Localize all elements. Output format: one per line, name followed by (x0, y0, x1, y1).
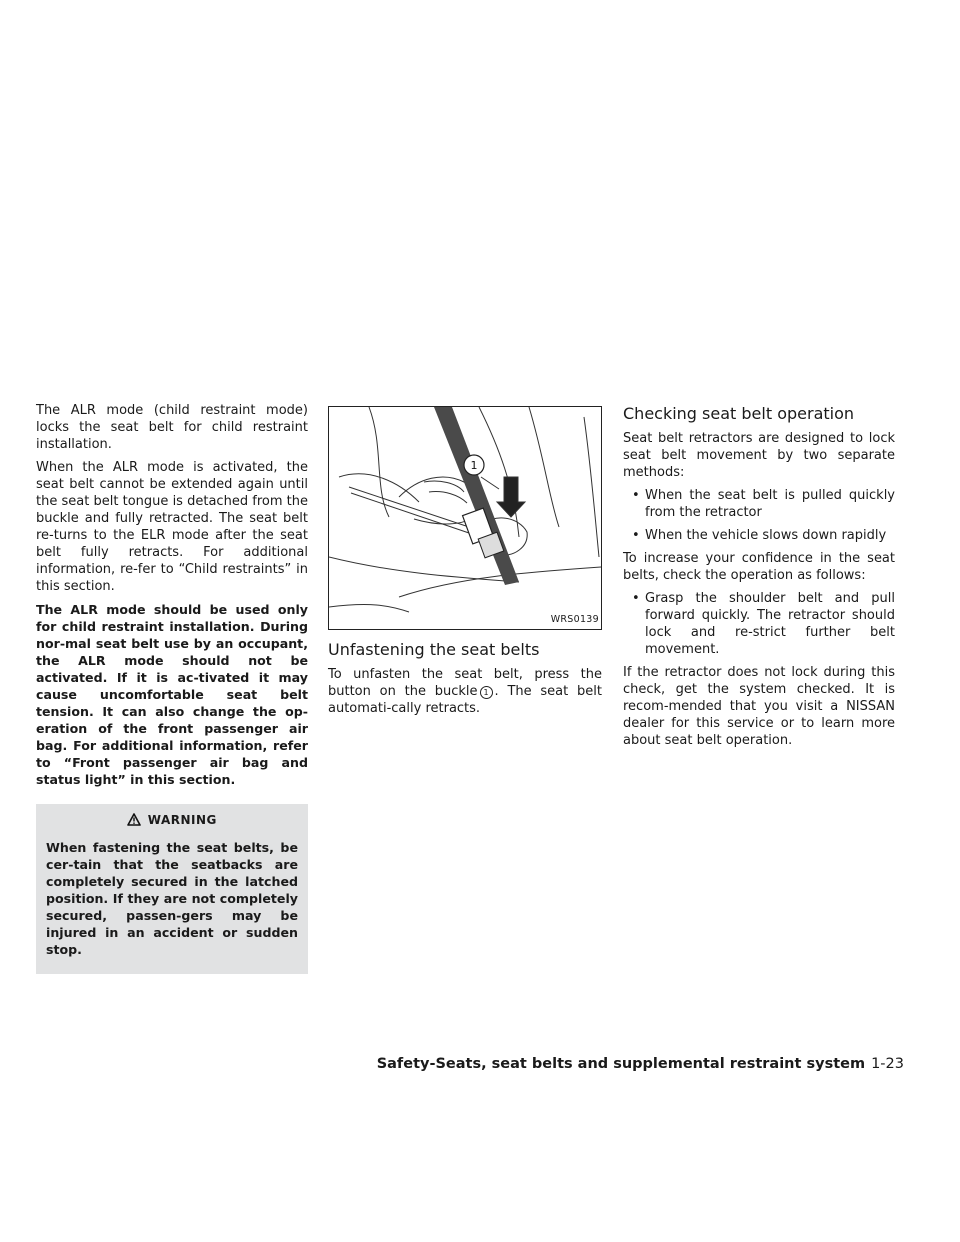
warning-text: When fastening the seat belts, be cer-tain that the seatbacks are completely secured in the latched position. If they are not completely secured, passen-gers may be injured in an accident or sudden stop. (46, 840, 298, 957)
warning-icon (127, 813, 141, 826)
heading-checking: Checking seat belt operation (623, 404, 855, 423)
heading-unfastening: Unfastening the seat belts (328, 640, 540, 659)
paragraph-retractors: Seat belt retractors are designed to lock seat belt movement by two separate methods: (623, 431, 895, 480)
buckle-illustration-drawing (329, 407, 601, 629)
paragraph-increase-confidence: To increase your confidence in the seat belts, check the operation as follows: (623, 551, 895, 583)
list-check-steps (623, 590, 895, 658)
unfasten-text-after: . The seat belt automati-cally retracts. (328, 684, 602, 716)
warning-header (46, 812, 298, 829)
list-item: • When the seat belt is pulled quickly from the retractor (623, 487, 895, 521)
column-left (36, 402, 308, 974)
list-item: • When the vehicle slows down rapidly (623, 527, 895, 544)
warning-box (36, 804, 308, 974)
list-methods (623, 487, 895, 544)
column-right (623, 404, 895, 755)
seat-belt-buckle-illustration (328, 406, 602, 630)
figure-code: WRS0139 (550, 614, 599, 625)
paragraph-unfastening (328, 666, 602, 717)
page-number: 1-23 (871, 1056, 904, 1072)
callout-1-icon: 1 (480, 686, 493, 699)
warning-title: WARNING (147, 813, 217, 827)
page-footer (377, 1056, 904, 1072)
paragraph-not-lock: If the retractor does not lock during this check, get the system checked. It is recom-mended that you visit a NISSAN dealer for this service or to learn more about seat belt operation. (623, 665, 895, 748)
paragraph-alr-usage: The ALR mode should be used only for child restraint installation. During nor-mal seat belt use by an occupant, the ALR mode should not be activated. If it is ac-tivated it may cause uncomfortable seat belt tension. It can also change the op-eration of the front passenger air bag. For additional information, refer to “Front passenger air bag and status light” in this section. (36, 602, 308, 787)
unfasten-text-before: To unfasten the seat belt, press the button on the buckle (328, 667, 602, 699)
paragraph-alr-mode: The ALR mode (child restraint mode) locks the seat belt for child restraint installation. (36, 403, 308, 452)
list-item: • Grasp the shoulder belt and pull forward quickly. The retractor should lock and re-strict further belt movement. (623, 590, 895, 658)
column-middle (328, 406, 602, 723)
paragraph-alr-activated: When the ALR mode is activated, the seat belt cannot be extended again until the seat belt tongue is detached from the buckle and fully retracted. The seat belt re-turns to the ELR mode after the seat belt fully retracts. For additional information, re-fer to “Child restraints” in this section. (36, 460, 308, 594)
footer-section-title: Safety-Seats, seat belts and supplemental restraint system (376, 1056, 866, 1072)
figure-callout: 1 (470, 459, 478, 472)
